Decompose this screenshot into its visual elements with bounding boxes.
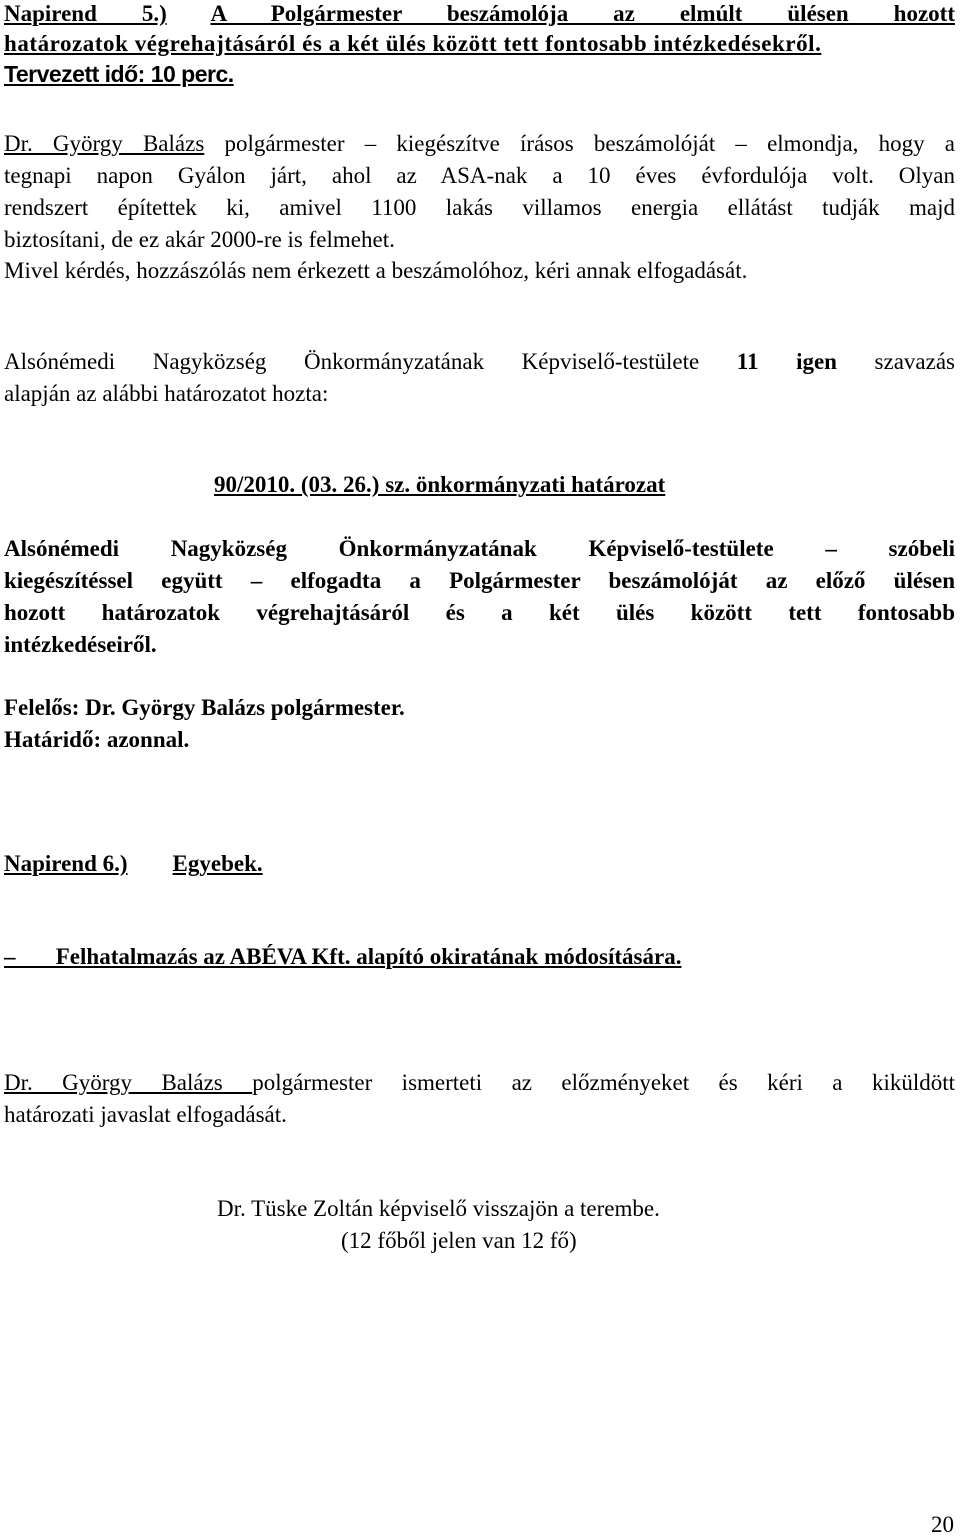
resolution-deadline: Határidő: azonnal. bbox=[4, 727, 190, 752]
agenda-5-heading-line1 bbox=[4, 0, 955, 30]
agenda-6-heading bbox=[4, 848, 263, 880]
vote-line1: Alsónémedi Nagyközség Önkormányzatának Képviselő-testülete 11 igen szavazás bbox=[4, 349, 956, 374]
agenda-6-paragraph-line1: Dr. György Balázs polgármester ismerteti az előzményeket és kéri a kiküldött bbox=[4, 1070, 955, 1095]
acceptance-request: Mivel kérdés, hozzászólás nem érkezett a beszámolóhoz, kéri annak elfogadását. bbox=[4, 258, 748, 283]
agenda-6-paragraph-line2: határozati javaslat elfogadását. bbox=[4, 1102, 287, 1127]
agenda-6-subheading: – Felhatalmazás az ABÉVA Kft. alapító okiratának módosítására. bbox=[4, 944, 682, 969]
attendance-note-line2: (12 főből jelen van 12 fő) bbox=[341, 1228, 577, 1253]
resolution-number: 90/2010. (03. 26.) sz. önkormányzati határozat bbox=[214, 472, 666, 497]
report-paragraph-line1: Dr. György Balázs polgármester – kiegészítve írásos beszámolóját – elmondja, hogy a bbox=[4, 131, 955, 156]
mayor-name-2: Dr. György Balázs bbox=[4, 1070, 253, 1095]
resolution-text-line4: intézkedéseiről. bbox=[4, 632, 157, 657]
report-paragraph-line2: tegnapi napon Gyálon járt, ahol az ASA-nak a 10 éves évfordulója volt. Olyan bbox=[4, 163, 955, 188]
resolution-text-line2: kiegészítéssel együtt – elfogadta a Polgármester beszámolóját az előző ülésen bbox=[4, 568, 955, 593]
agenda-6-label: Napirend 6.) bbox=[4, 851, 128, 876]
agenda-5-heading-line2: határozatok végrehajtásáról és a két ülés között tett fontosabb intézkedésekről. bbox=[4, 31, 822, 56]
report-paragraph-line4: biztosítani, de ez akár 2000-re is felmehet. bbox=[4, 227, 395, 252]
attendance-note-line1: Dr. Tüske Zoltán képviselő visszajön a terembe. bbox=[217, 1196, 660, 1221]
mayor-name: Dr. György Balázs bbox=[4, 131, 205, 156]
resolution-text-line1: Alsónémedi Nagyközség Önkormányzatának Képviselő-testülete – szóbeli bbox=[4, 536, 955, 561]
vote-count: 11 igen bbox=[736, 349, 837, 374]
resolution-text-line3: hozott határozatok végrehajtásáról és a két ülés között tett fontosabb bbox=[4, 600, 955, 625]
resolution-responsible: Felelős: Dr. György Balázs polgármester. bbox=[4, 695, 405, 720]
page-number: 20 bbox=[931, 1512, 954, 1537]
agenda-5-label: Napirend 5.) bbox=[4, 1, 167, 26]
report-paragraph-line3: rendszert építettek ki, amivel 1100 lakás villamos energia ellátást tudják majd bbox=[4, 195, 955, 220]
vote-line2: alapján az alábbi határozatot hozta: bbox=[4, 381, 329, 406]
agenda-6-title: Egyebek. bbox=[172, 851, 263, 876]
agenda-5-title-start: A Polgármester beszámolója az elmúlt ülésen hozott bbox=[210, 1, 955, 26]
agenda-5-planned-time: Tervezett idő: 10 perc. bbox=[4, 61, 234, 87]
